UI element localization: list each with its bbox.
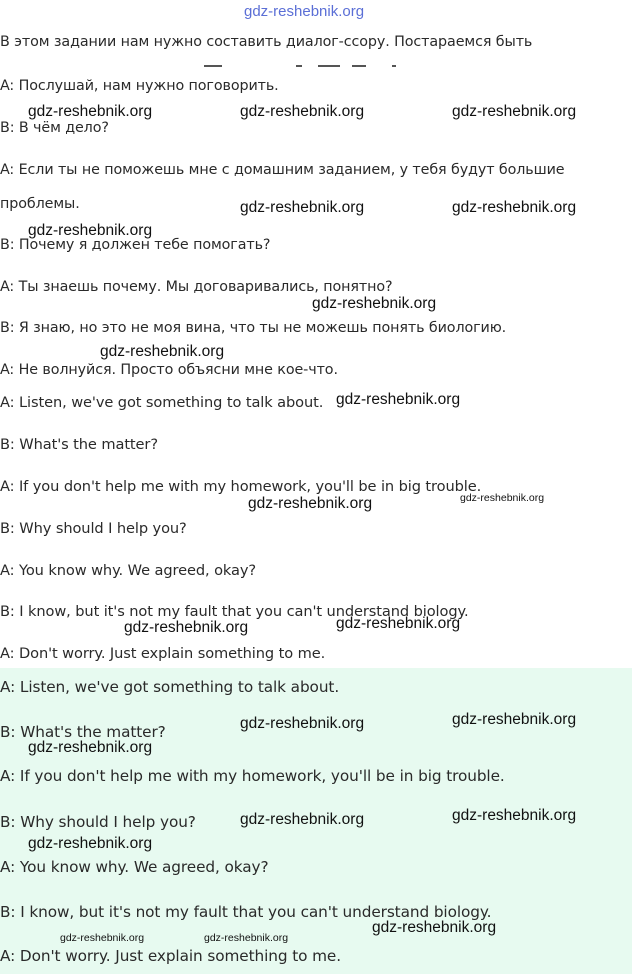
dialog-line: B: В чём дело? [0,120,109,136]
intro-text: В этом задании нам нужно составить диалог-ссору. Постараемся быть [0,34,533,50]
dialog-line: A: You know why. We agreed, okay? [0,562,257,579]
watermark: gdz-reshebnik.org [240,199,365,216]
dialog-line: B: Why should I help you? [0,813,196,831]
watermark: gdz-reshebnik.org [336,615,461,632]
dialog-line: A: You know why. We agreed, okay? [0,858,269,876]
dialog-line: A: Don't worry. Just explain something to me. [0,947,342,965]
watermark: gdz-reshebnik.org [28,103,153,120]
dialog-line: проблемы. [0,196,80,212]
cut-off-text-line [0,64,400,68]
watermark: gdz-reshebnik.org [240,811,365,828]
dialog-line: B: Я знаю, но это не моя вина, что ты не можешь понять биологию. [0,320,507,336]
dialog-line: B: What's the matter? [0,436,158,453]
dialog-line: A: Don't worry. Just explain something to me. [0,645,326,662]
watermark: gdz-reshebnik.org [204,932,289,944]
watermark: gdz-reshebnik.org [452,807,577,824]
watermark: gdz-reshebnik.org [240,103,365,120]
dialog-line: A: If you don't help me with my homework, you'll be in big trouble. [0,478,482,495]
watermark: gdz-reshebnik.org [372,919,497,936]
dialog-line: A: Listen, we've got something to talk about. [0,394,324,411]
watermark: gdz-reshebnik.org [452,103,577,120]
watermark: gdz-reshebnik.org [28,835,153,852]
dialog-line: A: Ты знаешь почему. Мы договаривались, понятно? [0,279,393,295]
dialog-line: B: Why should I help you? [0,520,187,537]
dialog-line: A: Послушай, нам нужно поговорить. [0,78,279,94]
watermark: gdz-reshebnik.org [248,495,373,512]
dialog-line: B: I know, but it's not my fault that you can't understand biology. [0,603,469,620]
dialog-line: B: What's the matter? [0,723,166,741]
watermark: gdz-reshebnik.org [124,619,249,636]
watermark: gdz-reshebnik.org [60,932,145,944]
watermark: gdz-reshebnik.org [452,711,577,728]
watermark-top: gdz-reshebnik.org [244,3,365,20]
watermark: gdz-reshebnik.org [100,343,225,360]
dialog-line: A: If you don't help me with my homework, you'll be in big trouble. [0,767,505,785]
watermark: gdz-reshebnik.org [28,739,153,756]
watermark: gdz-reshebnik.org [28,222,153,239]
dialog-line: A: Listen, we've got something to talk about. [0,678,340,696]
watermark: gdz-reshebnik.org [336,391,461,408]
watermark: gdz-reshebnik.org [312,295,437,312]
dialog-line: A: Не волнуйся. Просто объясни мне кое-что. [0,362,338,378]
dialog-line: B: I know, but it's not my fault that you can't understand biology. [0,903,492,921]
dialog-line: A: Если ты не поможешь мне с домашним заданием, у тебя будут большие [0,162,565,178]
dialog-line: B: Почему я должен тебе помогать? [0,237,271,253]
watermark: gdz-reshebnik.org [452,199,577,216]
watermark: gdz-reshebnik.org [240,715,365,732]
watermark: gdz-reshebnik.org [460,492,545,504]
